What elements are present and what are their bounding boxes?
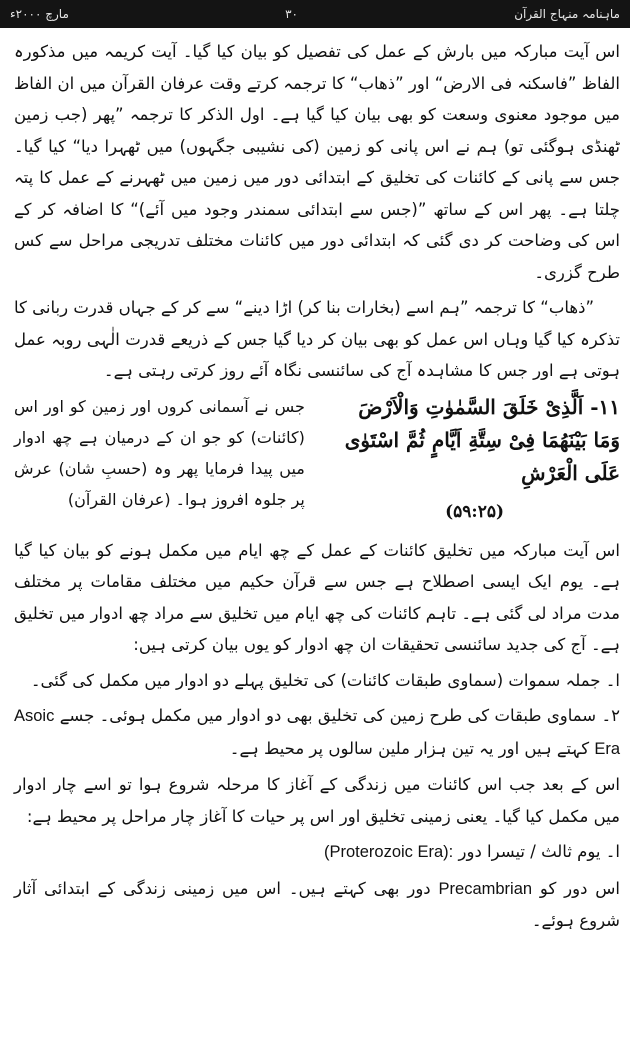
page-header [0, 0, 630, 28]
list-item-2-text-a: ۲۔ سماوی طبقات کی طرح زمین کی تخلیق بھی دو ادوار میں مکمل ہوئی۔ جسے [59, 706, 621, 725]
list-item-4 [14, 873, 620, 937]
list-item-4-english: Precambrian [438, 879, 533, 898]
article-body [14, 36, 620, 1036]
verse-reference: (۵۹:۲۵) [445, 501, 505, 522]
list-item-4-text-b: دور بھی کہتے ہیں۔ اس میں زمینی زندگی کے ابتدائی آثار شروع ہوئے۔ [14, 878, 620, 930]
list-item-2-english: Asoic Era [14, 707, 620, 758]
paragraph-3: اس آیت مبارکہ میں تخلیق کائنات کے عمل کے چھ ایام میں مکمل ہونے کو بیان کیا گیا ہے۔ یوم ایک ایسی اصطلاح ہے جس سے قرآن حکیم میں مختلف مقامات پر مختلف مدت مراد لی گئی ہے۔ تاہم کائنات کی چھ ایام میں تخلیق سے مراد چھ ادوار میں تخلیق ہے۔ آج کی جدید سائنسی تحقیقات ان چھ ادوار کو یوں بیان کرتی ہیں: [14, 540, 620, 654]
list-item-2-text-b: کہتے ہیں اور یہ تین ہزار ملین سالوں پر محیط ہے۔ [229, 738, 590, 758]
list-item-3-english: (Proterozoic Era): [323, 843, 454, 861]
list-item-1: ا۔ جملہ سموات (سماوی طبقات کائنات) کی تخلیق پہلے دو ادوار میں مکمل کی گئی۔ [30, 670, 620, 690]
verse-block [14, 391, 620, 529]
list-item-2 [14, 700, 620, 765]
paragraph-4: اس کے بعد جب اس کائنات میں زندگی کے آغاز کا مرحلہ شروع ہوا تو اسے چار ادوار میں مکمل کیا گیا۔ یعنی زمینی تخلیق اور اس پر حیات کا آغاز چار مراحل پر محیط ہے: [14, 775, 620, 826]
paragraph-2: ”ذھاب“ کا ترجمہ ”ہم اسے (بخارات بنا کر) اڑا دینے“ سے کر کے جہاں قدرت ربانی کا تذکرہ کیا گیا وہاں اس عمل کو بھی بیان کر دیا گیا جس کے ذریعے قدرت الٰہی روبہ عمل ہوتی ہے اور جس کا مشاہدہ آج کی سائنسی نگاہ آئے روز کرتی رہتی ہے۔ [14, 298, 620, 380]
list-item-3 [14, 836, 620, 869]
header-date: مارچ ۲۰۰۰ء [10, 7, 69, 21]
header-magazine-title: ماہنامہ منہاج القرآن [514, 7, 620, 21]
verse-translation: جس نے آسمانی کروں اور زمین کو اور اس (کائنات) کو جو ان کے درمیان ہے چھ ادوار میں پیدا فرمایا پھر وہ (حسبِ شان) عرش پر جلوہ افروز ہوا۔ (عرفان القرآن) [14, 396, 305, 509]
list-item-3-text: ا۔ یوم ثالث / تیسرا دور [458, 842, 620, 861]
verse-arabic-text: ۱۱- اَلَّذِیْ خَلَقَ السَّمٰوٰتِ وَالْاَرْضَ وَمَا بَیْنَھُمَا فِیْ سِتَّةِ اَیَّامٍ ثُمَّ اسْتَوٰی عَلَی الْعَرْشِ [344, 394, 620, 485]
list-item-4-text-a: اس دور کو [539, 878, 621, 898]
paragraph-1: اس آیت مبارکہ میں بارش کے عمل کی تفصیل کو بیان کیا گیا۔ آیت کریمہ میں مذکورہ الفاظ ”فاسکنہ فی الارض“ اور ”ذھاب“ کا ترجمہ کرتے وقت عرفان القرآن میں ان الفاظ میں موجود معنوی وسعت کو بھی بیان کیا گیا ہے۔ اول الذکر کا ترجمہ ”پھر (جب زمین ٹھنڈی ہوگئی تو) ہم نے اس پانی کو زمین (کی نشیبی جگہوں) میں ٹھہرا دیا“ کیا گیا۔ جس سے پانی کے کائنات کی تخلیق کے ابتدائی دور میں زمین میں ٹھہرنے کے عمل کا پتہ چلتا ہے۔ پھر اس کے ساتھ ”(جس سے ابتدائی سمندر وجود میں آئے)“ کا اضافہ کر کے اس کی وضاحت کر دی گئی کہ ابتدائی دور میں کائنات مختلف تدریجی مراحل سے کس طرح گزری۔ [14, 42, 620, 282]
verse-arabic [329, 391, 620, 529]
header-page-number: ۳۰ [285, 7, 298, 21]
